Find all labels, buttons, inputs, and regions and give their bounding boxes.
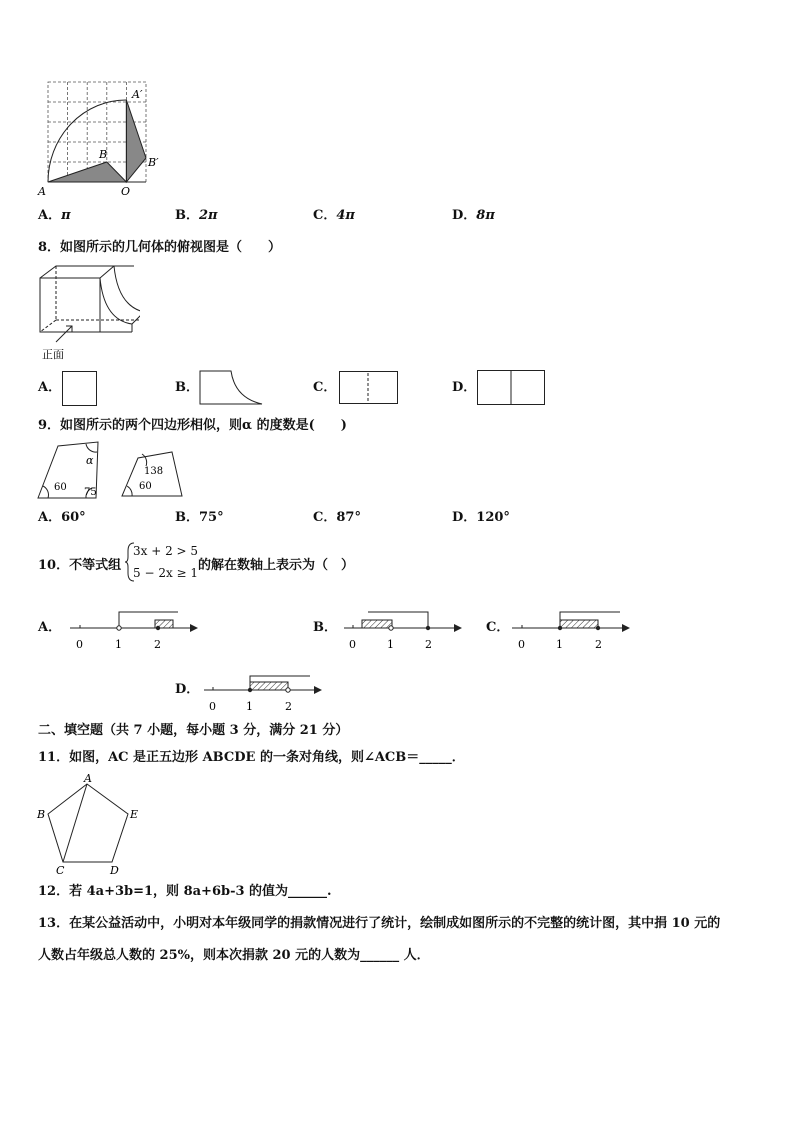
- label-b: B: [99, 148, 108, 161]
- q8-option-c-shape: [339, 371, 399, 405]
- angle-60-b: 60: [139, 481, 152, 492]
- q7-figure: [34, 78, 174, 200]
- alpha-label: α: [86, 454, 94, 467]
- q10-ineq-2: 5 − 2x ≥ 1: [133, 566, 199, 580]
- tick-0: 0: [349, 638, 356, 651]
- q10-numberline-c: [508, 606, 638, 652]
- tick-0: 0: [518, 638, 525, 651]
- q9-stem: 9．如图所示的两个四边形相似，则α 的度数是( ): [38, 418, 347, 433]
- tick-2: 2: [154, 638, 161, 651]
- q8-figure: [34, 262, 140, 362]
- q7-option-c[interactable]: C．4π: [313, 208, 355, 223]
- front-label: 正面: [42, 348, 64, 361]
- q7-option-a[interactable]: A．π: [38, 208, 71, 223]
- tick-2: 2: [425, 638, 432, 651]
- label-b-prime: B′: [148, 156, 159, 169]
- vertex-d: D: [110, 864, 119, 877]
- tick-2: 2: [595, 638, 602, 651]
- triangle-a'b'o: [126, 100, 146, 182]
- q10-numberline-a: [66, 606, 206, 652]
- tick-0: 0: [76, 638, 83, 651]
- q10-option-d[interactable]: D．: [175, 682, 200, 697]
- q7-option-b[interactable]: B．2π: [175, 208, 218, 223]
- vertex-c: C: [56, 864, 65, 877]
- q8-option-d-shape: [477, 370, 547, 406]
- angle-75: 75: [84, 487, 97, 498]
- q9-option-d[interactable]: D．120°: [452, 510, 510, 525]
- q7-option-d[interactable]: D．8π: [452, 208, 495, 223]
- q13-line-2: 人数占年级总人数的 25%，则本次捐款 20 元的人数为______ 人．: [38, 948, 430, 963]
- q8-option-c[interactable]: C．: [313, 380, 337, 395]
- q11-pentagon: [34, 772, 144, 878]
- q10-numberline-b: [340, 606, 470, 652]
- tick-1: 1: [115, 638, 122, 651]
- tick-2: 2: [285, 700, 292, 713]
- q12-stem: 12．若 4a+3b=1，则 8a+6b-3 的值为______.: [38, 884, 332, 899]
- q8-option-a-shape: [62, 371, 97, 406]
- tick-1: 1: [387, 638, 394, 651]
- section-2-title: 二、填空题（共 7 小题，每小题 3 分，满分 21 分）: [38, 723, 349, 738]
- label-o: O: [121, 185, 131, 198]
- q10-stem-post: 的解在数轴上表示为（ ）: [198, 558, 355, 573]
- q11-stem: 11．如图，AC 是正五边形 ABCDE 的一条对角线，则∠ACB＝_____．: [38, 750, 465, 765]
- q8-option-b[interactable]: B．: [175, 380, 199, 395]
- q10-stem-pre: 10．不等式组: [38, 558, 122, 573]
- q8-option-d[interactable]: D．: [452, 380, 477, 395]
- q10-option-a[interactable]: A．: [38, 620, 62, 635]
- label-a: A: [38, 185, 46, 198]
- angle-138: 138: [144, 466, 164, 477]
- tick-1: 1: [556, 638, 563, 651]
- q8-option-b-shape: [199, 370, 263, 406]
- q9-option-c[interactable]: C．87°: [313, 510, 361, 525]
- q10-option-c[interactable]: C．: [486, 620, 510, 635]
- q10-numberline-d: [200, 668, 330, 714]
- q8-option-a[interactable]: A．: [38, 380, 62, 395]
- tick-1: 1: [246, 700, 253, 713]
- q10-option-b[interactable]: B．: [313, 620, 337, 635]
- tick-0: 0: [209, 700, 216, 713]
- vertex-e: E: [130, 808, 139, 821]
- q9-option-b[interactable]: B．75°: [175, 510, 224, 525]
- q9-figure: [36, 440, 186, 502]
- q13-line-1: 13．在某公益活动中，小明对本年级同学的捐款情况进行了统计，绘制成如图所示的不完整的统计图，其中捐 10 元的: [38, 916, 721, 931]
- q8-stem: 8．如图所示的几何体的俯视图是（ ）: [38, 240, 282, 255]
- vertex-b: B: [37, 808, 46, 821]
- label-a-prime: A′: [132, 88, 143, 101]
- vertex-a: A: [84, 772, 92, 785]
- q9-option-a[interactable]: A．60°: [38, 510, 86, 525]
- angle-60-a: 60: [54, 482, 67, 493]
- q10-ineq-1: 3x + 2 > 5: [133, 544, 199, 558]
